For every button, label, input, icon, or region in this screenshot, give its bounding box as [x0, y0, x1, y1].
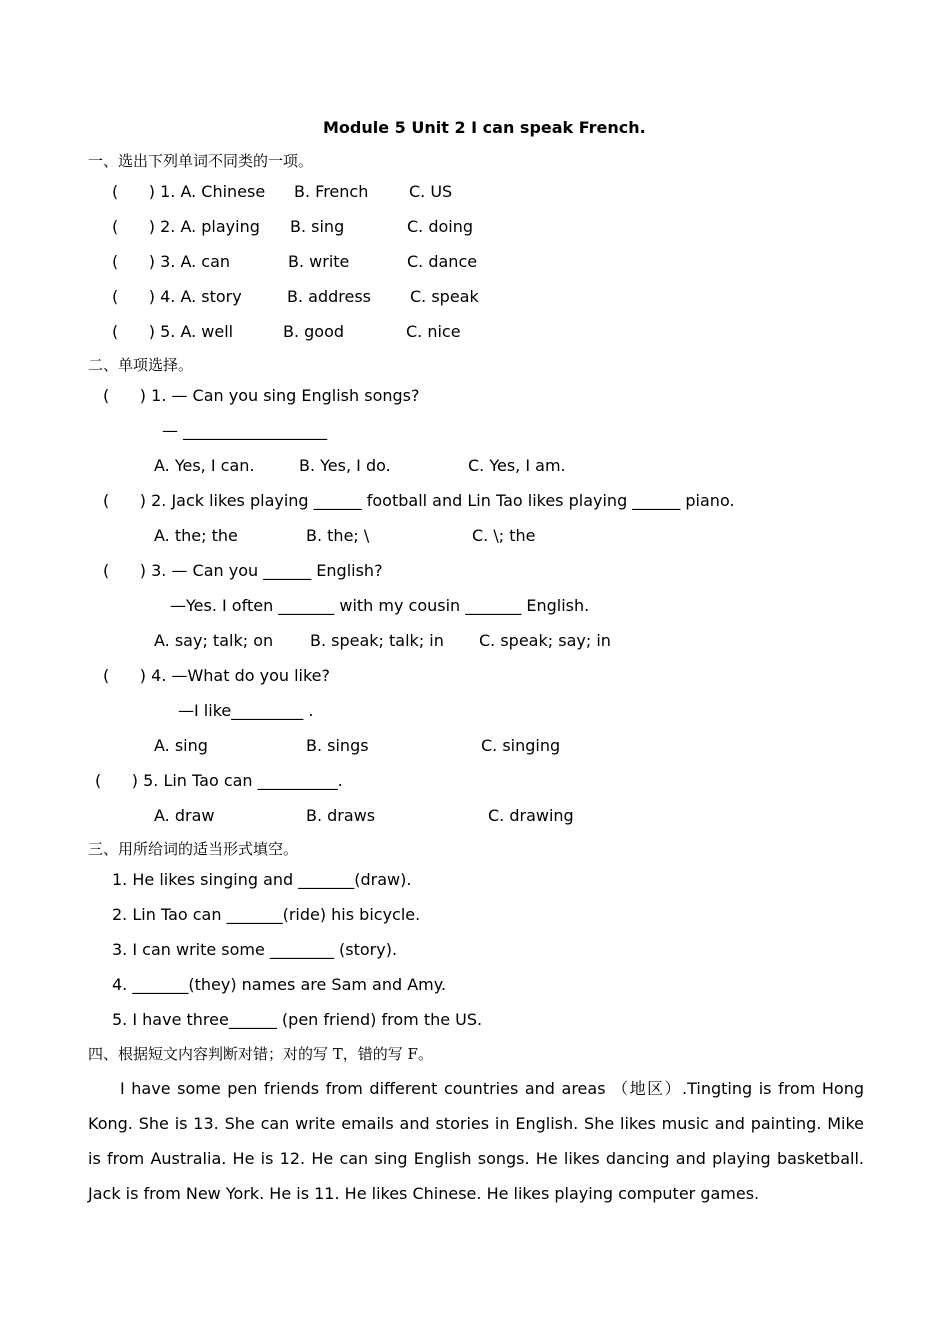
s1-item-4-option-c: C. speak: [410, 287, 479, 306]
s2-q1-stem: ( ) 1. — Can you sing English songs?: [103, 386, 420, 405]
s1-item-4-option-b: B. address: [287, 287, 372, 306]
s2-q1-option-c: C. Yes, I am.: [468, 456, 566, 475]
s2-q4-option-b: B. sings: [306, 736, 369, 755]
s2-q5-option-a: A. draw: [154, 806, 215, 825]
section2-heading: 二、单项选择。: [88, 356, 194, 374]
section1-heading: 一、选出下列单词不同类的一项。: [88, 152, 314, 170]
s2-q4-option-c: C. singing: [481, 736, 561, 755]
s1-item-3-option-b: B. write: [288, 252, 350, 271]
s2-q5-stem: ( ) 5. Lin Tao can __________.: [95, 771, 343, 790]
s1-item-4-prefix: ( ) 4. A. story: [112, 287, 242, 306]
s2-q3-option-a: A. say; talk; on: [154, 631, 274, 650]
section3-heading: 三、用所给词的适当形式填空。: [88, 840, 299, 858]
s2-q4-answer-line: —I like_________ .: [178, 701, 314, 720]
s2-q1-option-b: B. Yes, I do.: [299, 456, 391, 475]
s1-item-3-option-c: C. dance: [407, 252, 478, 271]
s2-q3-answer-line: —Yes. I often _______ with my cousin _______ English.: [170, 596, 590, 615]
s1-item-1-option-c: C. US: [409, 182, 453, 201]
s2-q2-option-a: A. the; the: [154, 526, 238, 545]
s2-q2-option-c: C. \; the: [472, 526, 536, 545]
s3-item-1: 1. He likes singing and _______(draw).: [112, 870, 412, 889]
s2-q3-option-b: B. speak; talk; in: [310, 631, 444, 650]
s3-item-3: 3. I can write some ________ (story).: [112, 940, 398, 959]
s1-item-5-prefix: ( ) 5. A. well: [112, 322, 234, 341]
s1-item-3-prefix: ( ) 3. A. can: [112, 252, 231, 271]
s2-q2-stem: ( ) 2. Jack likes playing ______ football and Lin Tao likes playing ______ piano.: [103, 491, 735, 510]
s1-item-2-option-c: C. doing: [407, 217, 474, 236]
s2-q4-stem: ( ) 4. —What do you like?: [103, 666, 330, 685]
s1-item-5-option-c: C. nice: [406, 322, 461, 341]
s2-q1-answer-line: — __________________: [162, 421, 328, 440]
s1-item-5-option-b: B. good: [283, 322, 345, 341]
s2-q1-option-a: A. Yes, I can.: [154, 456, 255, 475]
s2-q4-option-a: A. sing: [154, 736, 208, 755]
reading-passage-text: I have some pen friends from different countries and areas （地区）.Tingting is from Hong Kong. She is 13. She can write emails and stories in English. She likes music and painting. Mike is from Australia. He is 12. He can sing English songs. He likes dancing and playing basketball. Jack is from New York. He is 11. He likes Chinese. He likes playing computer games.: [88, 1079, 864, 1203]
s3-item-5: 5. I have three______ (pen friend) from the US.: [112, 1010, 483, 1029]
page-title: Module 5 Unit 2 I can speak French.: [323, 118, 646, 137]
s1-item-2-option-b: B. sing: [290, 217, 345, 236]
s1-item-1-option-b: B. French: [294, 182, 369, 201]
s1-item-2-prefix: ( ) 2. A. playing: [112, 217, 260, 236]
s1-item-1-prefix: ( ) 1. A. Chinese: [112, 182, 266, 201]
s2-q5-option-c: C. drawing: [488, 806, 574, 825]
s3-item-4: 4. _______(they) names are Sam and Amy.: [112, 975, 447, 994]
s2-q5-option-b: B. draws: [306, 806, 376, 825]
reading-passage: [88, 1071, 864, 1211]
s2-q2-option-b: B. the; \: [306, 526, 370, 545]
s2-q3-option-c: C. speak; say; in: [479, 631, 611, 650]
section4-heading: 四、根据短文内容判断对错；对的写 T，错的写 F。: [88, 1045, 433, 1063]
s2-q3-stem: ( ) 3. — Can you ______ English?: [103, 561, 383, 580]
s3-item-2: 2. Lin Tao can _______(ride) his bicycle.: [112, 905, 421, 924]
